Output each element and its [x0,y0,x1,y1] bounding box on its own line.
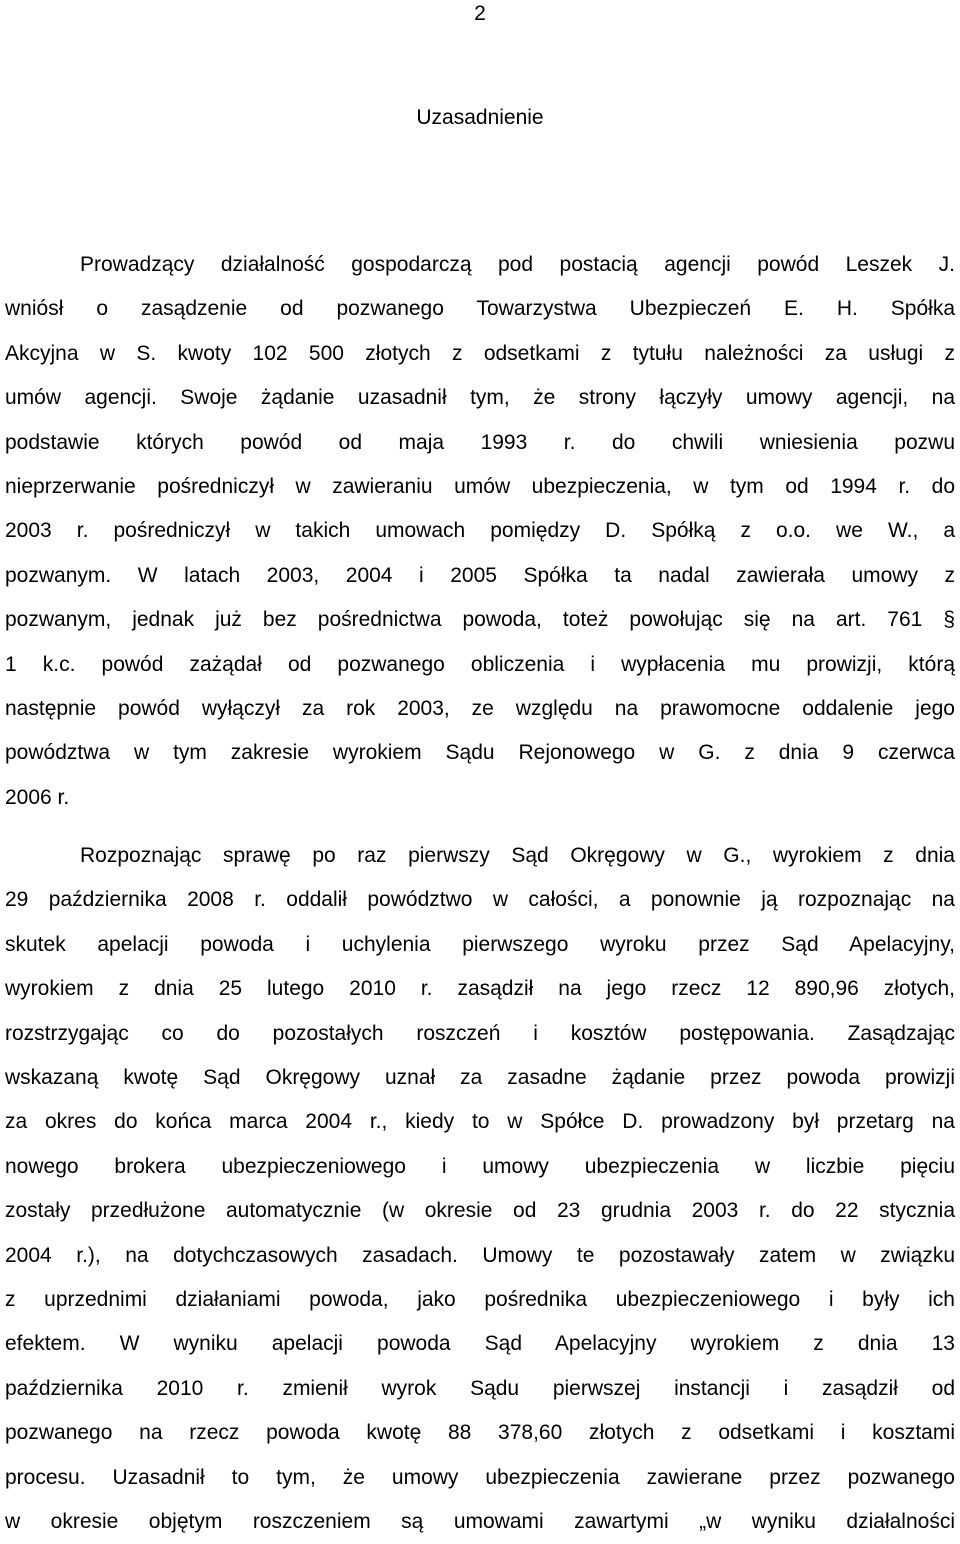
text-line: skutek apelacji powoda i uchylenia pierwszego wyroku przez Sąd Apelacyjny, [5,932,955,956]
text-line: 2006 r. [5,785,70,809]
text-line: nieprzerwanie pośredniczył w zawieraniu umów ubezpieczenia, w tym od 1994 r. do [5,474,955,498]
document-heading: Uzasadnienie [416,106,544,129]
text-line: powództwa w tym zakresie wyrokiem Sądu Rejonowego w G. z dnia 9 czerwca [5,741,955,765]
text-line: października 2010 r. zmienił wyrok Sądu pierwszej instancji i zasądził od [5,1376,955,1400]
paragraph-gap [5,820,955,834]
text-line: wniósł o zasądzenie od pozwanego Towarzystwa Ubezpieczeń E. H. Spółka [5,297,955,321]
text-line: wyrokiem z dnia 25 lutego 2010 r. zasądził na jego rzecz 12 890,96 złotych, [5,977,955,1001]
text-line: nowego brokera ubezpieczeniowego i umowy ubezpieczenia w liczbie pięciu [5,1154,955,1178]
text-line: Prowadzący działalność gospodarczą pod postacią agencji powód Leszek J. [80,253,955,276]
text-line: 2003 r. pośredniczył w takich umowach pomiędzy D. Spółką z o.o. we W., a [5,519,955,543]
text-line: procesu. Uzasadnił to tym, że umowy ubezpieczenia zawierane przez pozwanego [5,1465,955,1489]
text-line: zostały przedłużone automatycznie (w okresie od 23 grudnia 2003 r. do 22 stycznia [5,1199,955,1223]
text-line: rozstrzygając co do pozostałych roszczeń i kosztów postępowania. Zasądzając [5,1021,955,1045]
text-line: Rozpoznając sprawę po raz pierwszy Sąd Okręgowy w G., wyrokiem z dnia [80,844,955,868]
text-line: z uprzednimi działaniami powoda, jako pośrednika ubezpieczeniowego i były ich [5,1287,955,1311]
text-line: podstawie których powód od maja 1993 r. do chwili wniesienia pozwu [5,430,955,454]
text-line: pozwanym. W latach 2003, 2004 i 2005 Spółka ta nadal zawierała umowy z [5,563,955,587]
text-line: w okresie objętym roszczeniem są umowami zawartymi „w wyniku działalności [5,1509,955,1533]
text-line: pozwanym, jednak już bez pośrednictwa powoda, toteż powołując się na art. 761 § [5,608,955,632]
text-line: za okres do końca marca 2004 r., kiedy to w Spółce D. prowadzony był przetarg na [5,1110,955,1134]
text-line: 29 października 2008 r. oddalił powództwo w całości, a ponownie ją rozpoznając na [5,888,955,912]
text-line: wskazaną kwotę Sąd Okręgowy uznał za zasadne żądanie przez powoda prowizji [5,1066,955,1090]
text-line: Akcyjna w S. kwoty 102 500 złotych z odsetkami z tytułu należności za usługi z [5,341,955,365]
text-line: 2004 r.), na dotychczasowych zasadach. Umowy te pozostawały zatem w związku [5,1243,955,1267]
text-line: następnie powód wyłączył za rok 2003, ze względu na prawomocne oddalenie jego [5,696,955,720]
page-number: 2 [474,2,486,25]
paragraph-2 [5,834,955,1544]
text-line: efektem. W wyniku apelacji powoda Sąd Apelacyjny wyrokiem z dnia 13 [5,1332,955,1356]
paragraph-1 [5,243,955,820]
document-body [5,243,955,1544]
text-line: pozwanego na rzecz powoda kwotę 88 378,60 złotych z odsetkami i kosztami [5,1421,955,1445]
text-line: 1 k.c. powód zażądał od pozwanego obliczenia i wypłacenia mu prowizji, którą [5,652,955,676]
text-line: umów agencji. Swoje żądanie uzasadnił tym, że strony łączyły umowy agencji, na [5,386,955,410]
